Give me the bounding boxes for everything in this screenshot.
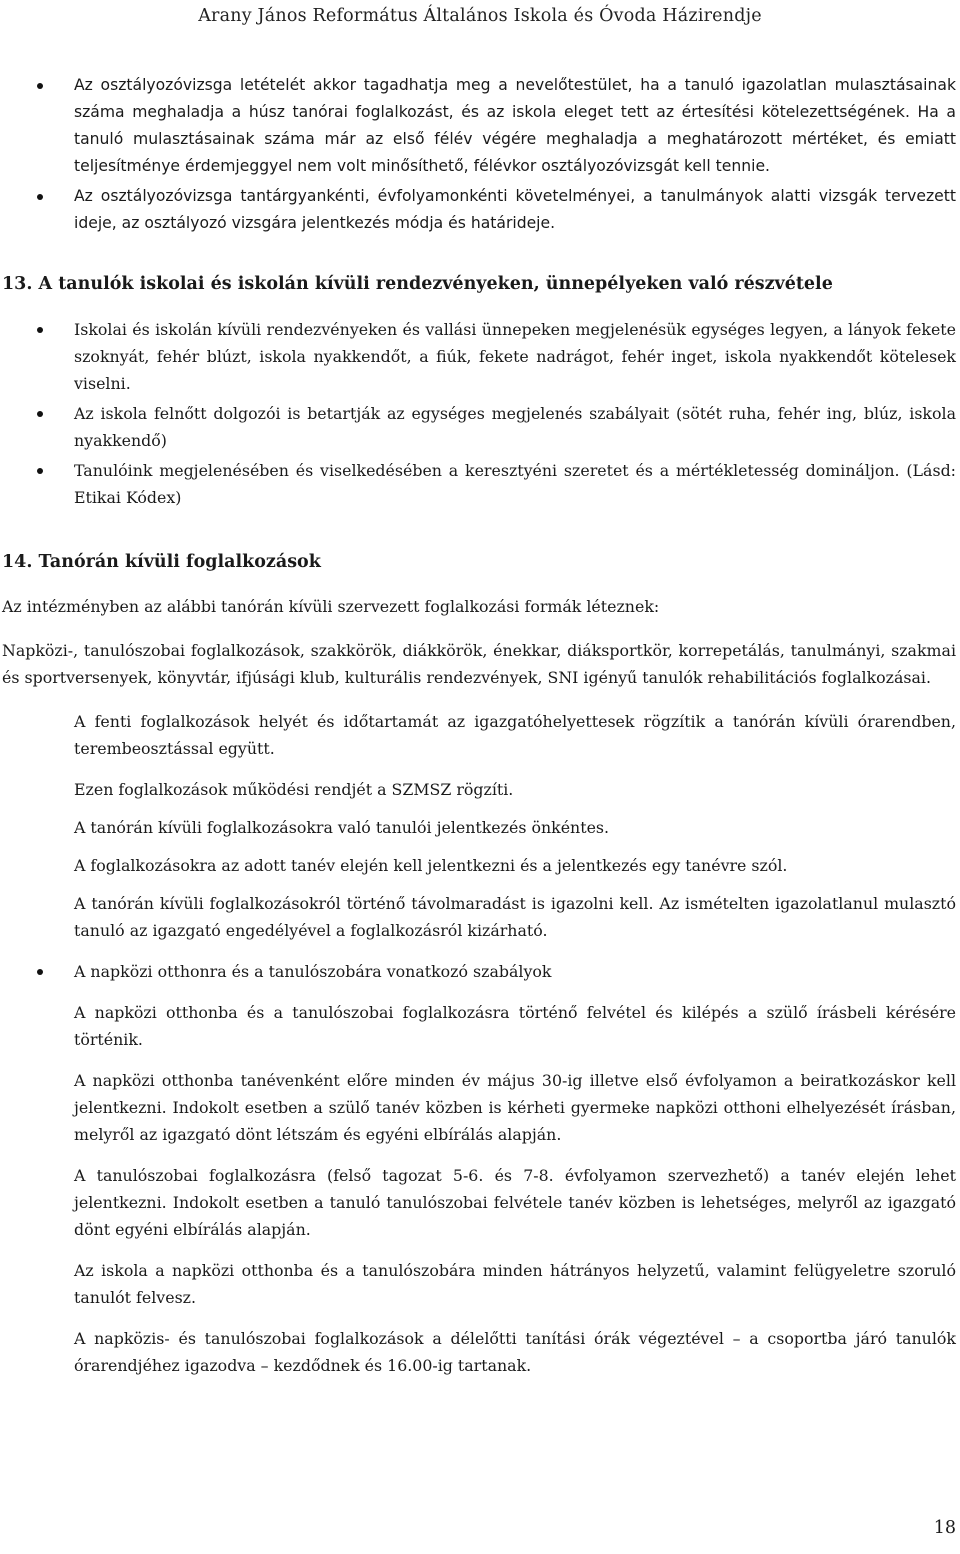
napkozi-rule-paragraph: Az iskola a napközi otthonba és a tanulószobára minden hátrányos helyzetű, valamint felügyeletre szoruló tanulót felvesz. [74, 1261, 956, 1307]
bullet-icon [37, 327, 43, 333]
bullet-icon [37, 969, 43, 975]
section-13-heading: 13. A tanulók iskolai és iskolán kívüli rendezvényeken, ünnepélyeken való részvétele [2, 274, 833, 294]
rule-paragraph: Ezen foglalkozások működési rendjét a SZMSZ rögzíti. [74, 780, 514, 799]
section-13-bullet-list [0, 316, 960, 511]
list-item [0, 457, 960, 511]
rule-paragraph: A foglalkozásokra az adott tanév elején kell jelentkezni és a jelentkezés egy tanévre szól. [74, 856, 788, 875]
rule-paragraph: A tanórán kívüli foglalkozásokról történő távolmaradást is igazolni kell. Az ismételten igazolatlanul mulasztó tanuló az igazgató engedélyével a foglalkozásról kizárható. [74, 894, 956, 940]
page-content [0, 64, 960, 1379]
running-header: Arany János Református Általános Iskola és Óvoda Házirendje [198, 6, 762, 26]
section-14-heading: 14. Tanórán kívüli foglalkozások [2, 552, 321, 572]
bullet-text: Tanulóink megjelenésében és viselkedésében a keresztyéni szeretet és a mértékletesség domináljon. (Lásd: Etikai Kódex) [74, 461, 956, 507]
section-14-forms: Napközi-, tanulószobai foglalkozások, szakkörök, diákkörök, énekkar, diáksportkör, korrepetálás, tanulmányi, szakmai és sportversenyek, könyvtár, ifjúsági klub, kulturális rendezvények, SNI igényű tanulók rehabilitációs foglalkozásai. [2, 641, 956, 687]
napkozi-rule-paragraph: A napközis- és tanulószobai foglalkozások a délelőtti tanítási órák végeztével – a csoportba járó tanulók órarendjéhez igazodva – kezdődnek és 16.00-ig tartanak. [74, 1329, 956, 1375]
page-number: 18 [933, 1518, 956, 1538]
napkozi-rule-paragraph: A napközi otthonba és a tanulószobai foglalkozásra történő felvétel és kilépés a szülő írásbeli kérésére történik. [74, 1003, 956, 1049]
bullet-icon [37, 194, 43, 200]
top-bullet-list [0, 72, 960, 237]
section-14-intro: Az intézményben az alábbi tanórán kívüli szervezett foglalkozási formák léteznek: [2, 597, 660, 616]
rule-paragraph: A fenti foglalkozások helyét és időtartamát az igazgatóhelyettesek rögzítik a tanórán kívüli órarendben, terembeosztással együtt. [74, 712, 956, 758]
list-item [0, 72, 960, 180]
bullet-text: Iskolai és iskolán kívüli rendezvényeken és vallási ünnepeken megjelenésük egységes legyen, a lányok fekete szoknyát, fehér blúzt, iskola nyakkendőt, a fiúk, fekete nadrágot, fehér inget, iskola nyakkendőt kötelesek viselni. [74, 320, 956, 393]
list-item [0, 400, 960, 454]
bullet-text: Az osztályozóvizsga letételét akkor tagadhatja meg a nevelőtestület, ha a tanuló igazolatlan mulasztásainak száma meghaladja a húsz tanórai foglalkozást, és az iskola eleget tett az értesítési kötelezettségének. Ha a tanuló mulasztásainak száma már az első félév végére meghaladja a meghatározott mértéket, és emiatt teljesítménye érdemjeggyel nem volt minősíthető, félévkor osztályozóvizsgát kell tennie. [74, 76, 956, 175]
rule-paragraph: A tanórán kívüli foglalkozásokra való tanulói jelentkezés önkéntes. [74, 818, 610, 837]
napkozi-rule-paragraph: A napközi otthonba tanévenként előre minden év május 30-ig illetve első évfolyamon a beiratkozáskor kell jelentkezni. Indokolt esetben a szülő tanév közben is kérheti gyermeke napközi otthoni elhelyezését írásban, melyről az igazgató dönt létszám és egyéni elbírálás alapján. [74, 1071, 956, 1144]
bullet-text: Az iskola felnőtt dolgozói is betartják az egységes megjelenés szabályait (sötét ruha, fehér ing, blúz, iskola nyakkendő) [74, 404, 956, 450]
bullet-icon [37, 468, 43, 474]
list-item [0, 316, 960, 397]
napkozi-rule-paragraph: A tanulószobai foglalkozásra (felső tagozat 5-6. és 7-8. évfolyamon szervezhető) a tanév elején lehet jelentkezni. Indokolt esetben a tanuló tanulószobai felvétele tanév közben is lehetséges, melyről az igazgató dönt egyéni elbírálás alapján. [74, 1166, 956, 1239]
list-item [0, 183, 960, 237]
bullet-text: Az osztályozóvizsga tantárgyankénti, évfolyamonkénti követelményei, a tanulmányok alatti vizsgák tervezett ideje, az osztályozó vizsgára jelentkezés módja és határideje. [74, 187, 956, 232]
napkozi-bullet-list [0, 958, 960, 985]
bullet-icon [37, 83, 43, 89]
bullet-text: A napközi otthonra és a tanulószobára vonatkozó szabályok [74, 962, 552, 981]
list-item [0, 958, 960, 985]
bullet-icon [37, 411, 43, 417]
